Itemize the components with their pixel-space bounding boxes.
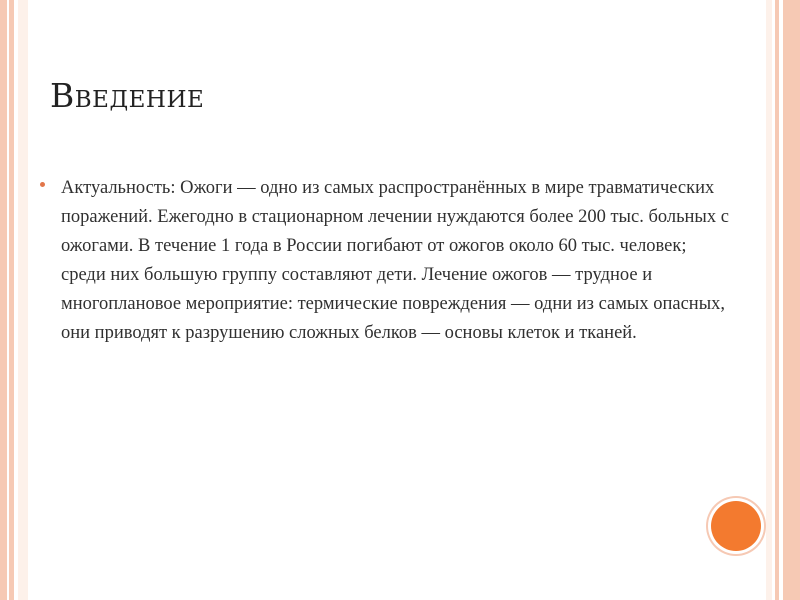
left-border-inner: [18, 0, 28, 600]
slide-title: Введение: [50, 76, 205, 115]
left-border-outer: [0, 0, 7, 600]
right-border-inner: [766, 0, 772, 600]
bullet-dot-icon: [40, 182, 45, 187]
bullet-item: [40, 174, 730, 348]
right-border-outer: [783, 0, 800, 600]
decorative-circle-icon: [711, 501, 761, 551]
slide-content: [40, 174, 730, 348]
right-border-line: [775, 0, 779, 600]
bullet-text: Актуальность: Ожоги — одно из самых распространённых в мире травматических поражений. Ежегодно в стационарном лечении нуждаются более 200 тыс. больных с ожогами. В течение 1 года в России погибают от ожогов около 60 тыс. человек; среди них большую группу составляют дети. Лечение ожогов — трудное и многоплановое мероприятие: термические повреждения — одни из самых опасных, они приводят к разрушению сложных белков — основы клеток и тканей.: [61, 178, 729, 343]
left-border-line: [9, 0, 14, 600]
